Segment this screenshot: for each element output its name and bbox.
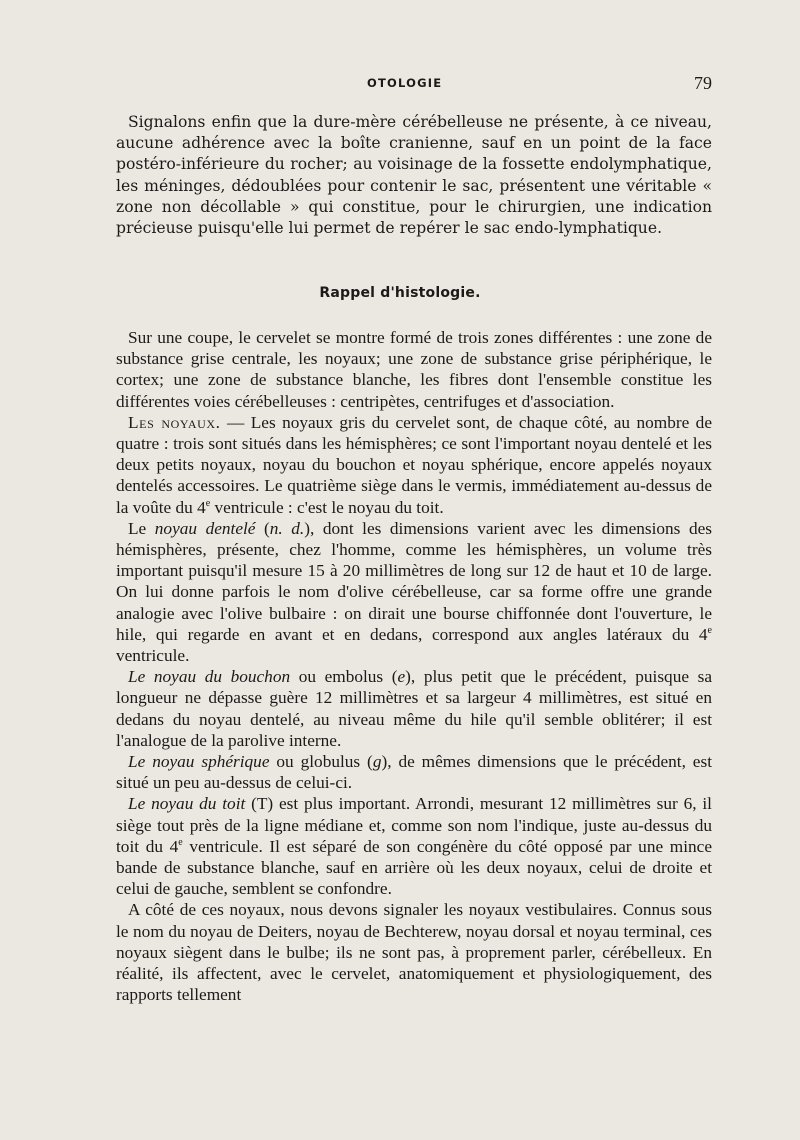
paragraph-text: ou embolus ( (290, 667, 398, 687)
superscript: e (178, 837, 183, 849)
abbreviation: g (372, 752, 382, 772)
term-noyau-dentele: noyau dentelé (154, 518, 256, 538)
paragraph-noyau-bouchon (116, 666, 712, 751)
paragraph-text: Le (128, 518, 155, 538)
intro-paragraph: Signalons enfin que la dure-mère cérébelleuse ne présente, à ce niveau, aucune adhérence avec la boîte cranienne, sauf en un point de la face postéro-inférieure du rocher; au voisinage de la fossette endolymphatique, les méninges, dédoublées pour contenir le sac, présentent une véritable « zone non décollable » qui constitue, pour le chirurgien, une indication précieuse puisqu'elle lui permet de repérer le sac endo-lymphatique. (116, 113, 712, 238)
paragraph-zones: Sur une coupe, le cervelet se montre formé de trois zones différentes : une zone de substance grise centrale, les noyaux; une zone de substance grise périphérique, le cortex; une zone de substance blanche, les fibres dont l'ensemble constitue les différentes voies cérébelleuses : centripètes, centrifuges et d'association. (116, 328, 712, 411)
paragraph-text: ventricule : c'est le noyau du toit. (210, 497, 444, 517)
paragraph-text: — Les noyaux gris du cervelet sont, de chaque côté, au nombre de quatre : trois sont situés dans les hémisphères; ce sont l'important noyau dentelé et les deux petits noyaux, noyau du bouchon et noyau sphérique, encore appelés noyaux dentelés accessoires. Le quatrième siège dans le vermis, immédiatement au-dessus de la voûte du 4 (116, 412, 712, 517)
paragraph-text: ), dont les dimensions varient avec les dimensions des hémisphères, présente, chez l'homme, comme les hémisphères, un volume très important puisqu'il mesure 15 à 20 millimètres de long sur 12 de haut et 10 de large. On lui donne parfois le nom d'olive cérébelleuse, car sa forme offre une grande analogie avec l'olive bulbaire : on dirait une bourse chiffonnée dont l'ouverture, le hile, qui regarde en avant et en dedans, correspond aux angles latéraux du 4 (116, 518, 712, 644)
running-title: OTOLOGIE (367, 76, 443, 90)
paragraph-text: (T) est plus important. Arrondi, mesurant 12 millimètres sur 6, il siège tout près de la ligne médiane et, comme son nom l'indique, juste au-dessus du toit du 4 (116, 794, 712, 856)
abbreviation: e (397, 667, 406, 687)
intro-block (116, 112, 712, 239)
paragraph-text: ventricule. (116, 646, 190, 666)
superscript: e (707, 625, 712, 637)
abbreviation: n. d. (269, 518, 305, 538)
paragraph-noyau-dentele (116, 518, 712, 666)
paragraph-text: ), de mêmes dimensions que le précédent, est situé un peu au-dessus de celui-ci. (116, 752, 713, 793)
term-noyau-toit: Le noyau du toit (128, 794, 246, 814)
paragraph-noyau-spherique (116, 751, 712, 793)
section-heading: Rappel d'histologie. (319, 285, 481, 301)
superscript: e (205, 497, 211, 509)
page-number: 79 (694, 73, 712, 93)
paragraph-noyaux (116, 412, 712, 518)
paragraph-text: ), plus petit que le précédent, puisque sa longueur ne dépasse guère 12 millimètres et sa largeur 4 millimètres, est situé en dedans du noyau dentelé, au niveau même du hile qu'il semble oblitérer; il est l'analogue de la parolive interne. (116, 667, 712, 750)
paragraph-text: ( (255, 518, 270, 538)
paragraph-text: ventricule. Il est séparé de son congénère du côté opposé par une mince bande de substance blanche, sauf en arrière où les deux noyaux, celui de droite et celui de gauche, semblent se confondre. (116, 836, 712, 899)
paragraph-text: ou globulus ( (269, 752, 373, 772)
running-head (0, 73, 800, 96)
term-noyau-bouchon: Le noyau du bouchon (128, 667, 291, 687)
histology-body (116, 327, 712, 1006)
paragraph-noyaux-vestibulaires: A côté de ces noyaux, nous devons signaler les noyaux vestibulaires. Connus sous le nom du noyau de Deiters, noyau de Bechterew, noyau dorsal et noyau terminal, ces noyaux siègent dans le bulbe; ils ne sont pas, à proprement parler, cérébelleux. En réalité, ils affectent, avec le cervelet, anatomiquement et physiologiquement, des rapports tellement (116, 900, 712, 1005)
term-noyau-spherique: Le noyau sphérique (128, 752, 270, 772)
lead-term: Les noyaux. (128, 412, 221, 432)
paragraph-noyau-toit (116, 793, 712, 899)
